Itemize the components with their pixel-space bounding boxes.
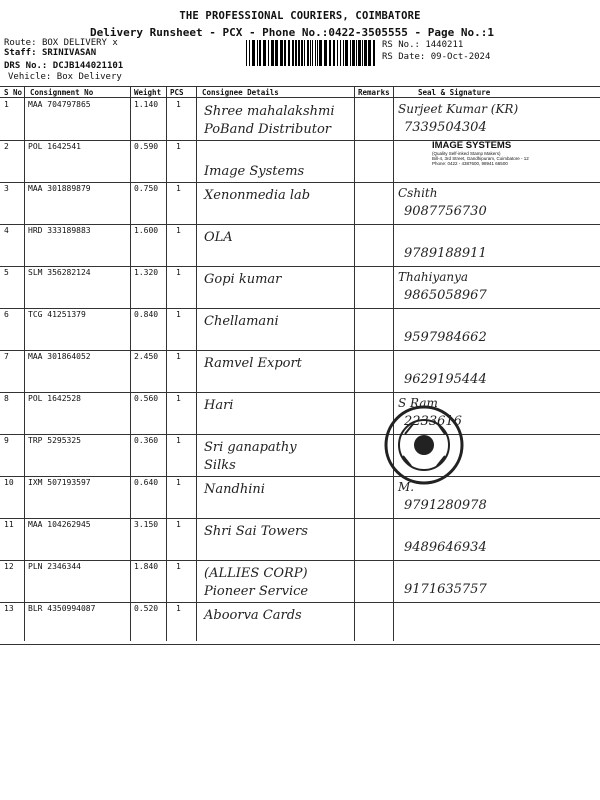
cell-pcs: 1 bbox=[176, 184, 181, 193]
row-rule bbox=[0, 644, 600, 645]
staff-label: Staff: bbox=[4, 48, 37, 58]
cell-pcs: 1 bbox=[176, 226, 181, 235]
col-header-seal: Seal & Signature bbox=[418, 88, 491, 97]
rs-date: RS Date: 09-Oct-2024 bbox=[382, 52, 491, 62]
cell-consignment-no: MAA 104262945 bbox=[28, 520, 91, 529]
cell-signature: Thahiyanya bbox=[398, 270, 469, 284]
table-row bbox=[0, 266, 600, 308]
cell-consignee-name: Gopi kumar bbox=[204, 272, 282, 287]
cell-pcs: 1 bbox=[176, 604, 181, 613]
table-row bbox=[0, 98, 600, 140]
table-row bbox=[0, 560, 600, 602]
cell-pcs: 1 bbox=[176, 436, 181, 445]
cell-pcs: 1 bbox=[176, 394, 181, 403]
col-header-consignment: Consignment No bbox=[30, 88, 94, 97]
cell-consignment-no: POL 1642528 bbox=[28, 394, 81, 403]
cell-consignee-name: Chellamani bbox=[204, 314, 279, 329]
cell-signature: S Ram bbox=[398, 396, 438, 410]
cell-pcs: 1 bbox=[176, 268, 181, 277]
stamp-line: Phone: 0422 - 4387600, 98941 66500 bbox=[432, 161, 508, 166]
cell-sno: 7 bbox=[4, 352, 9, 361]
cell-consignee-name: Shri Sai Towers bbox=[204, 524, 308, 539]
vehicle-line bbox=[8, 72, 122, 82]
cell-weight: 0.840 bbox=[134, 310, 159, 319]
drs-line bbox=[4, 61, 123, 71]
cell-weight: 1.320 bbox=[134, 268, 159, 277]
cell-consignee-name: (ALLIES CORP) bbox=[204, 566, 308, 581]
cell-weight: 3.150 bbox=[134, 520, 159, 529]
cell-consignment-no: TCG 41251379 bbox=[28, 310, 86, 319]
col-header-sno: S No bbox=[4, 88, 23, 97]
cell-sno: 13 bbox=[4, 604, 14, 613]
stamp-line: Bill-4, 3rd Street, Gandhipuram, Coimbatore - 12 bbox=[432, 156, 529, 161]
cell-weight: 1.140 bbox=[134, 100, 159, 109]
runsheet-title: Delivery Runsheet - PCX - Phone No.:0422-3505555 - Page No.:1 bbox=[90, 26, 494, 39]
staff-value: SRINIVASAN bbox=[41, 48, 97, 58]
cell-pcs: 1 bbox=[176, 352, 181, 361]
cell-signature: Surjeet Kumar (KR) bbox=[398, 102, 519, 116]
table-row bbox=[0, 392, 600, 434]
cell-consignee-name-line2: Silks bbox=[204, 458, 236, 473]
cell-weight: 0.360 bbox=[134, 436, 159, 445]
route-line bbox=[4, 38, 118, 48]
cell-pcs: 1 bbox=[176, 562, 181, 571]
cell-consignment-no: HRD 333189883 bbox=[28, 226, 91, 235]
cell-pcs: 1 bbox=[176, 142, 181, 151]
col-header-weight: Weight bbox=[134, 88, 162, 97]
table-row bbox=[0, 602, 600, 644]
cell-consignment-no: MAA 301889879 bbox=[28, 184, 91, 193]
cell-sno: 3 bbox=[4, 184, 9, 193]
col-header-pcs: PCS bbox=[170, 88, 184, 97]
image-systems-stamp bbox=[432, 140, 540, 174]
cell-weight: 1.600 bbox=[134, 226, 159, 235]
cell-consignment-no: MAA 704797865 bbox=[28, 100, 91, 109]
cell-signature-phone: 9791280978 bbox=[404, 498, 487, 513]
cell-weight: 2.450 bbox=[134, 352, 159, 361]
cell-consignee-name: Nandhini bbox=[204, 482, 265, 497]
cell-signature-phone: 9597984662 bbox=[404, 330, 487, 345]
cell-sno: 9 bbox=[4, 436, 9, 445]
stamp-title: IMAGE SYSTEMS bbox=[432, 140, 512, 151]
table-row bbox=[0, 308, 600, 350]
cell-consignment-no: PLN 2346344 bbox=[28, 562, 81, 571]
cell-consignee-name: OLA bbox=[204, 230, 233, 245]
cell-signature-phone: 9489646934 bbox=[404, 540, 487, 555]
cell-consignee-name: Aboorva Cards bbox=[204, 608, 302, 623]
cell-consignee-name-line2: PoBand Distributor bbox=[204, 122, 331, 137]
cell-signature-phone: 9087756730 bbox=[404, 204, 487, 219]
cell-consignment-no: IXM 507193597 bbox=[28, 478, 91, 487]
route-value: BOX DELIVERY x bbox=[41, 38, 118, 48]
cell-consignee-name: Sri ganapathy bbox=[204, 440, 297, 455]
cell-signature-phone: 9865058967 bbox=[404, 288, 487, 303]
table-row bbox=[0, 224, 600, 266]
table-row bbox=[0, 182, 600, 224]
rs-number: RS No.: 1440211 bbox=[382, 40, 464, 50]
cell-consignee-name: Xenonmedia lab bbox=[204, 188, 311, 203]
cell-signature-phone: 7339504304 bbox=[404, 120, 487, 135]
barcode-image bbox=[246, 40, 378, 66]
cell-consignment-no: TRP 5295325 bbox=[28, 436, 81, 445]
table-row bbox=[0, 350, 600, 392]
table-row bbox=[0, 476, 600, 518]
vehicle-label: Vehicle: bbox=[8, 72, 52, 82]
drs-label: DRS No.: bbox=[4, 61, 48, 71]
cell-consignee-name: Shree mahalakshmi bbox=[204, 104, 335, 119]
cell-consignment-no: POL 1642541 bbox=[28, 142, 81, 151]
vehicle-value: Box Delivery bbox=[56, 72, 122, 82]
cell-pcs: 1 bbox=[176, 310, 181, 319]
cell-consignment-no: BLR 4350994087 bbox=[28, 604, 96, 613]
cell-weight: 0.520 bbox=[134, 604, 159, 613]
cell-signature-phone: 9171635757 bbox=[404, 582, 487, 597]
cell-consignment-no: SLM 356282124 bbox=[28, 268, 91, 277]
stamp-line: (Quality Self-inked Stamp Makers) bbox=[432, 151, 501, 156]
cell-weight: 0.750 bbox=[134, 184, 159, 193]
drs-value: DCJB144021101 bbox=[52, 61, 124, 71]
staff-line bbox=[4, 48, 96, 58]
col-header-remarks: Remarks bbox=[358, 88, 390, 97]
cell-signature-phone: 2233616 bbox=[404, 414, 462, 429]
cell-sno: 2 bbox=[4, 142, 9, 151]
company-name: THE PROFESSIONAL COURIERS, COIMBATORE bbox=[179, 10, 421, 22]
cell-pcs: 1 bbox=[176, 520, 181, 529]
cell-weight: 0.560 bbox=[134, 394, 159, 403]
cell-consignment-no: MAA 301864052 bbox=[28, 352, 91, 361]
cell-pcs: 1 bbox=[176, 478, 181, 487]
cell-sno: 6 bbox=[4, 310, 9, 319]
cell-pcs: 1 bbox=[176, 100, 181, 109]
cell-consignee-name: Ramvel Export bbox=[204, 356, 302, 371]
cell-consignee-name: Hari bbox=[204, 398, 234, 413]
round-seal-stamp bbox=[383, 404, 465, 486]
cell-sno: 10 bbox=[4, 478, 14, 487]
table-row bbox=[0, 518, 600, 560]
cell-sno: 12 bbox=[4, 562, 14, 571]
cell-consignee-name-line2: Image Systems bbox=[204, 164, 305, 179]
cell-sno: 1 bbox=[4, 100, 9, 109]
cell-weight: 1.840 bbox=[134, 562, 159, 571]
table-row bbox=[0, 434, 600, 476]
cell-signature-phone: 9629195444 bbox=[404, 372, 487, 387]
cell-sno: 11 bbox=[4, 520, 14, 529]
col-header-consignee: Consignee Details bbox=[202, 88, 279, 97]
cell-signature: M. bbox=[398, 480, 415, 494]
cell-sno: 4 bbox=[4, 226, 9, 235]
cell-sno: 5 bbox=[4, 268, 9, 277]
cell-weight: 0.590 bbox=[134, 142, 159, 151]
cell-consignee-name-line2: Pioneer Service bbox=[204, 584, 309, 599]
cell-signature: Cshith bbox=[398, 186, 438, 200]
route-label: Route: bbox=[4, 38, 37, 48]
cell-signature-phone: 9789188911 bbox=[404, 246, 487, 261]
cell-weight: 0.640 bbox=[134, 478, 159, 487]
cell-sno: 8 bbox=[4, 394, 9, 403]
